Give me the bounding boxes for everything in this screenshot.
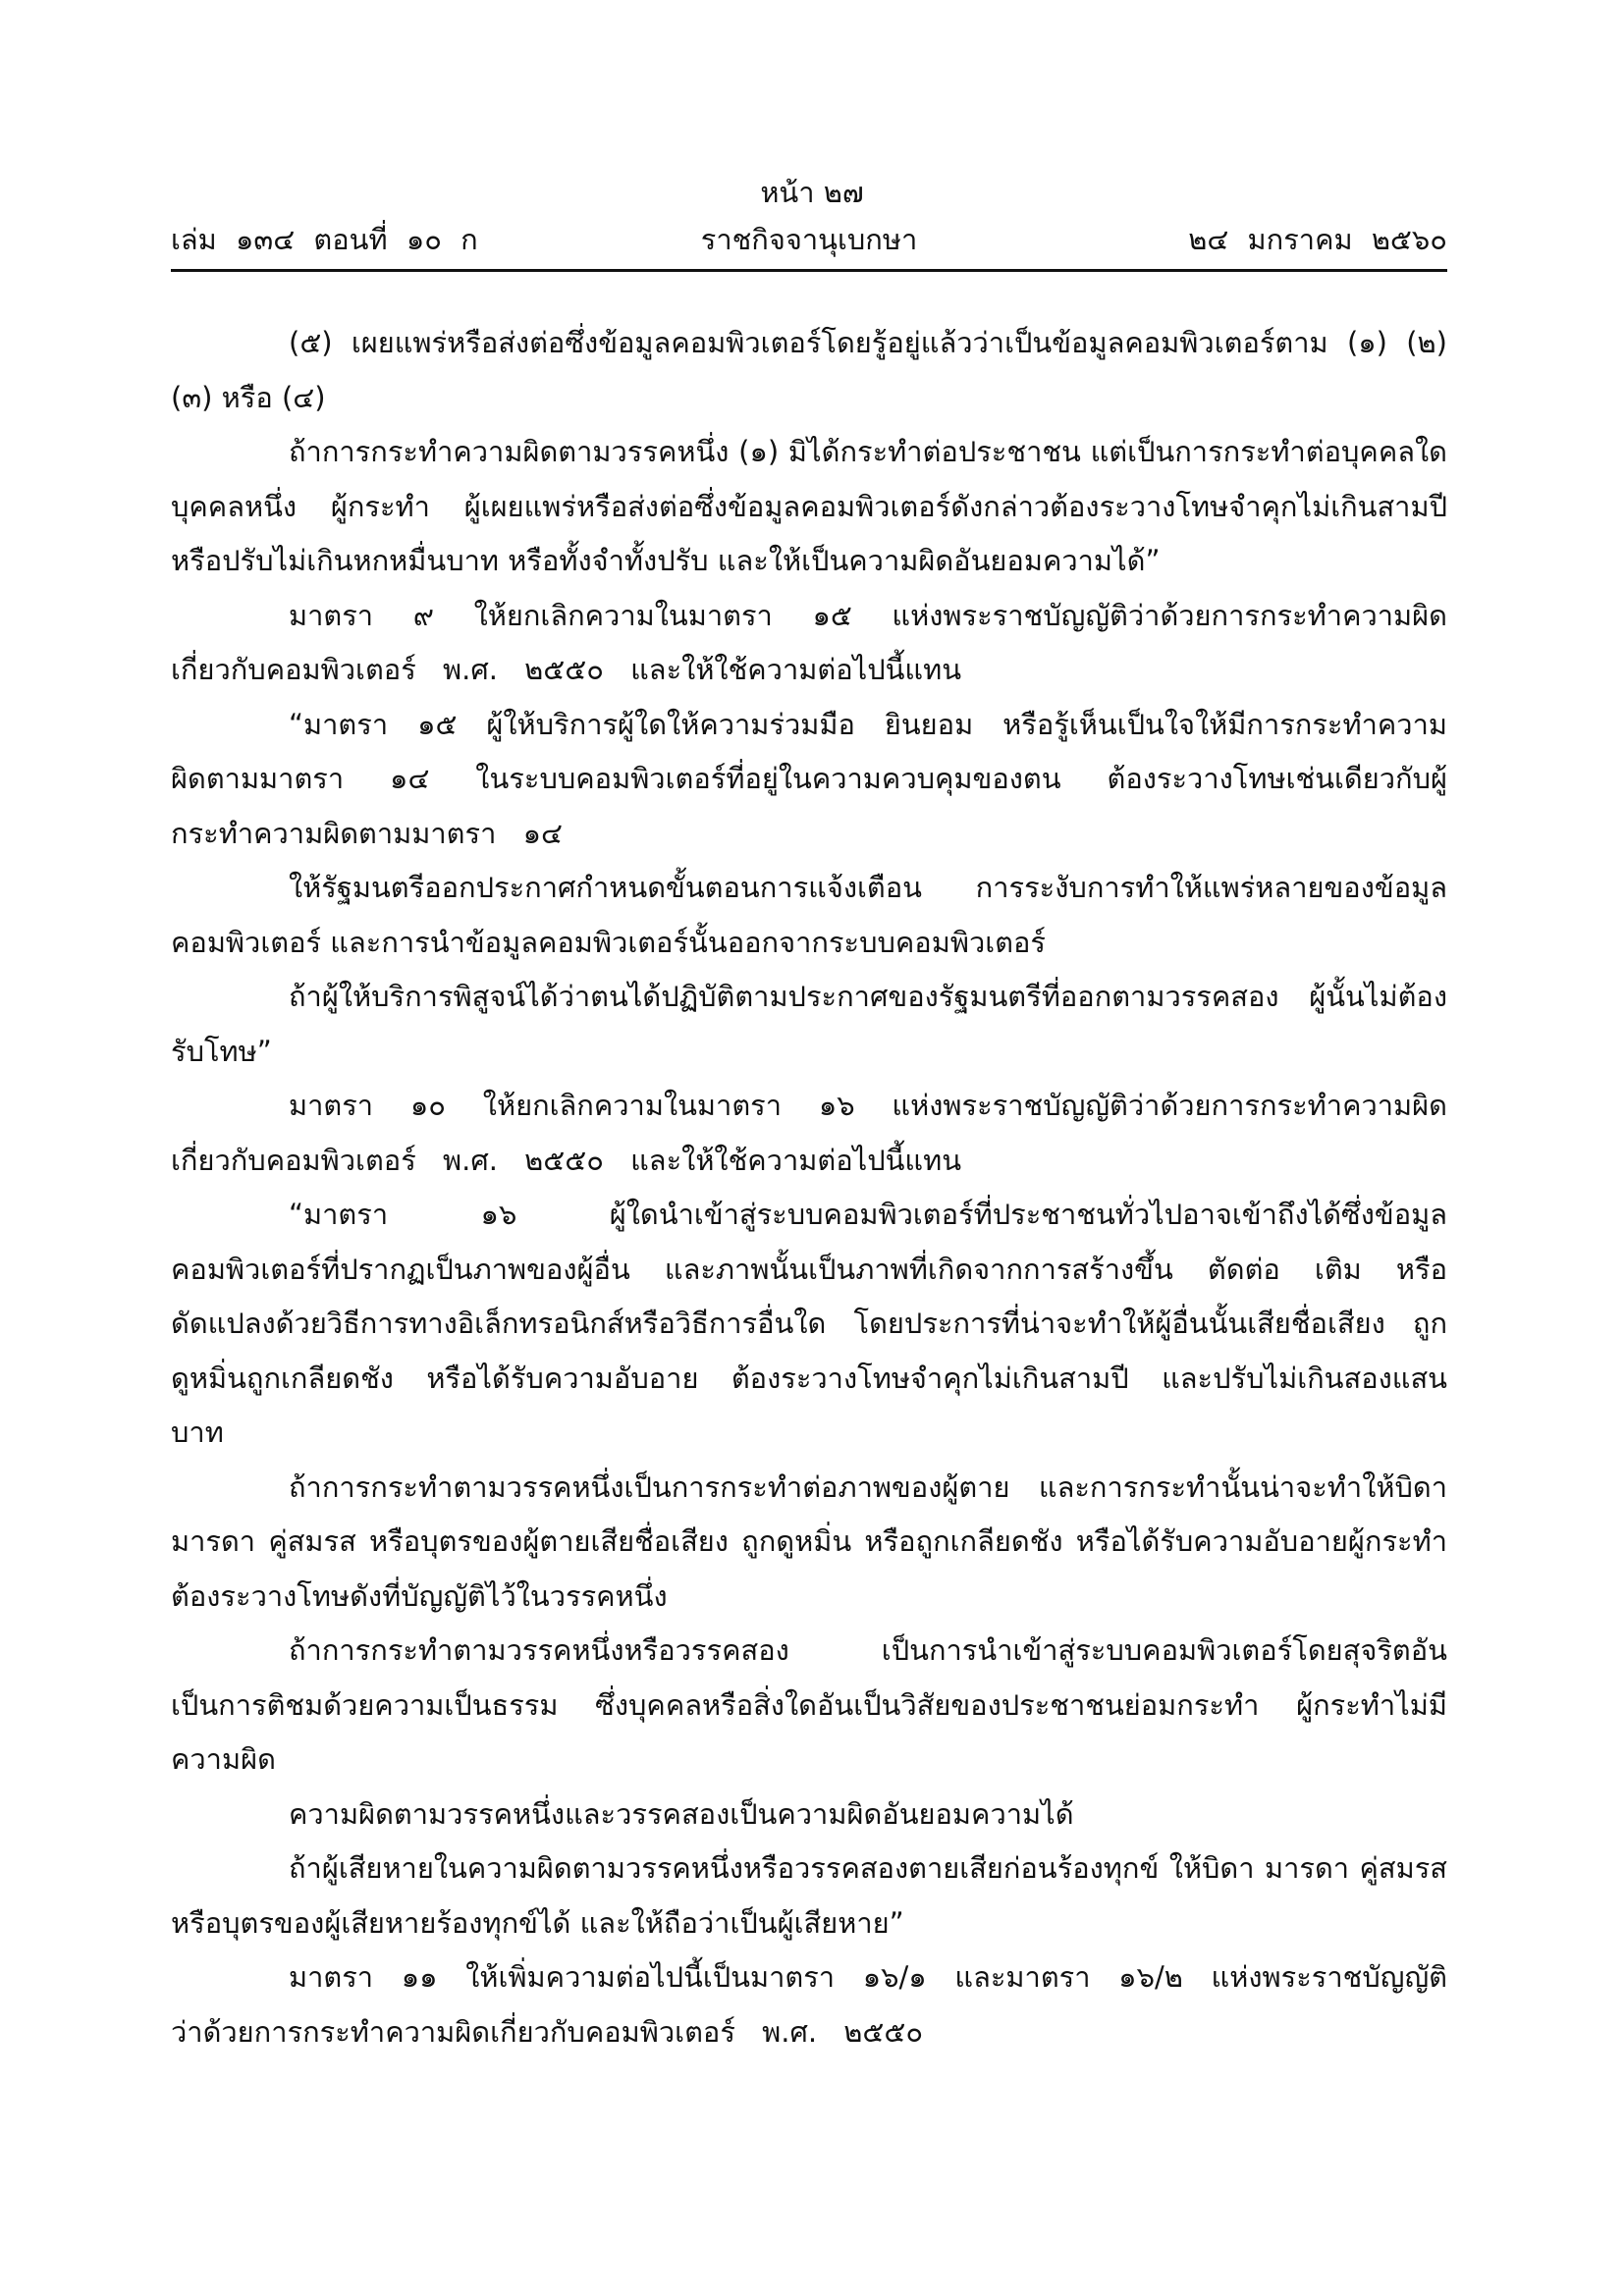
publication-title: ราชกิจจานุเบกษา bbox=[700, 223, 918, 256]
section-16-text: “มาตรา ๑๖ ผู้ใดนำเข้าสู่ระบบคอมพิวเตอร์ที่ประชาชนทั่วไปอาจเข้าถึงได้ซึ่งข้อมูลคอมพิวเตอร์ที่ปรากฏเป็นภาพของผู้อื่น และภาพนั้นเป็นภาพที่เกิดจากการสร้างขึ้น ตัดต่อ เติม หรือดัดแปลงด้วยวิธีการทางอิเล็กทรอนิกส์หรือวิธีการอื่นใด โดยประการที่น่าจะทำให้ผู้อื่นนั้นเสียชื่อเสียง ถูกดูหมิ่นถูกเกลียดชัง หรือได้รับความอับอาย ต้องระวางโทษจำคุกไม่เกินสามปี และปรับไม่เกินสองแสนบาท bbox=[171, 1198, 1447, 1449]
section-10: มาตรา ๑๐ ให้ยกเลิกความในมาตรา ๑๖ แห่งพระราชบัญญัติว่าด้วยการกระทำความผิดเกี่ยวกับคอมพิวเตอร์ พ.ศ. ๒๕๕๐ และให้ใช้ความต่อไปนี้แทน bbox=[171, 1089, 1447, 1177]
paragraph: ความผิดตามวรรคหนึ่งและวรรคสองเป็นความผิดอันยอมความได้ bbox=[289, 1796, 1074, 1831]
section-11: มาตรา ๑๑ ให้เพิ่มความต่อไปนี้เป็นมาตรา ๑๖/๑ และมาตรา ๑๖/๒ แห่งพระราชบัญญัติว่าด้วยการกระทำความผิดเกี่ยวกับคอมพิวเตอร์ พ.ศ. ๒๕๕๐ bbox=[171, 1960, 1447, 2049]
section-15-text: “มาตรา ๑๕ ผู้ให้บริการผู้ใดให้ความร่วมมือ ยินยอม หรือรู้เห็นเป็นใจให้มีการกระทำความผิดตามมาตรา ๑๔ ในระบบคอมพิวเตอร์ที่อยู่ในความควบคุมของตน ต้องระวางโทษเช่นเดียวกับผู้กระทำความผิดตามมาตรา ๑๔ bbox=[171, 707, 1447, 850]
paragraph-item-5: (๕) เผยแพร่หรือส่งต่อซึ่งข้อมูลคอมพิวเตอร์โดยรู้อยู่แล้วว่าเป็นข้อมูลคอมพิวเตอร์ตาม (๑) (๒) (๓) หรือ (๔) bbox=[171, 326, 1447, 414]
paragraph: ให้รัฐมนตรีออกประกาศกำหนดขั้นตอนการแจ้งเตือน การระงับการทำให้แพร่หลายของข้อมูลคอมพิวเตอร์ และการนำข้อมูลคอมพิวเตอร์นั้นออกจากระบบคอมพิวเตอร์ bbox=[171, 871, 1447, 959]
paragraph: ถ้าการกระทำความผิดตามวรรคหนึ่ง (๑) มิได้กระทำต่อประชาชน แต่เป็นการกระทำต่อบุคคลใดบุคคลหนึ่ง ผู้กระทำ ผู้เผยแพร่หรือส่งต่อซึ่งข้อมูลคอมพิวเตอร์ดังกล่าวต้องระวางโทษจำคุกไม่เกินสามปีหรือปรับไม่เกินหกหมื่นบาท หรือทั้งจำทั้งปรับ และให้เป็นความผิดอันยอมความได้” bbox=[171, 435, 1447, 577]
document-body bbox=[171, 316, 1447, 2059]
page-header bbox=[171, 218, 1447, 261]
header-rule bbox=[171, 269, 1447, 272]
paragraph: ถ้าการกระทำตามวรรคหนึ่งเป็นการกระทำต่อภาพของผู้ตาย และการกระทำนั้นน่าจะทำให้บิดามารดา คู่สมรส หรือบุตรของผู้ตายเสียชื่อเสียง ถูกดูหมิ่น หรือถูกเกลียดชัง หรือได้รับความอับอายผู้กระทำต้องระวางโทษดังที่บัญญัติไว้ในวรรคหนึ่ง bbox=[171, 1469, 1447, 1613]
paragraph: ถ้าผู้ให้บริการพิสูจน์ได้ว่าตนได้ปฏิบัติตามประกาศของรัฐมนตรีที่ออกตามวรรคสอง ผู้นั้นไม่ต้องรับโทษ” bbox=[171, 980, 1447, 1068]
paragraph: ถ้าผู้เสียหายในความผิดตามวรรคหนึ่งหรือวรรคสองตายเสียก่อนร้องทุกข์ ให้บิดา มารดา คู่สมรสหรือบุตรของผู้เสียหายร้องทุกข์ได้ และให้ถือว่าเป็นผู้เสียหาย” bbox=[171, 1851, 1447, 1940]
page-number: หน้า ๒๗ bbox=[760, 176, 864, 209]
paragraph: ถ้าการกระทำตามวรรคหนึ่งหรือวรรคสอง เป็นการนำเข้าสู่ระบบคอมพิวเตอร์โดยสุจริตอันเป็นการติชมด้วยความเป็นธรรม ซึ่งบุคคลหรือสิ่งใดอันเป็นวิสัยของประชาชนย่อมกระทำ ผู้กระทำไม่มีความผิด bbox=[171, 1633, 1447, 1776]
section-9: มาตรา ๙ ให้ยกเลิกความในมาตรา ๑๕ แห่งพระราชบัญญัติว่าด้วยการกระทำความผิดเกี่ยวกับคอมพิวเตอร์ พ.ศ. ๒๕๕๐ และให้ใช้ความต่อไปนี้แทน bbox=[171, 598, 1447, 686]
volume-issue: เล่ม ๑๓๔ ตอนที่ ๑๐ ก bbox=[171, 223, 478, 256]
publication-date: ๒๔ มกราคม ๒๕๖๐ bbox=[1188, 223, 1447, 256]
